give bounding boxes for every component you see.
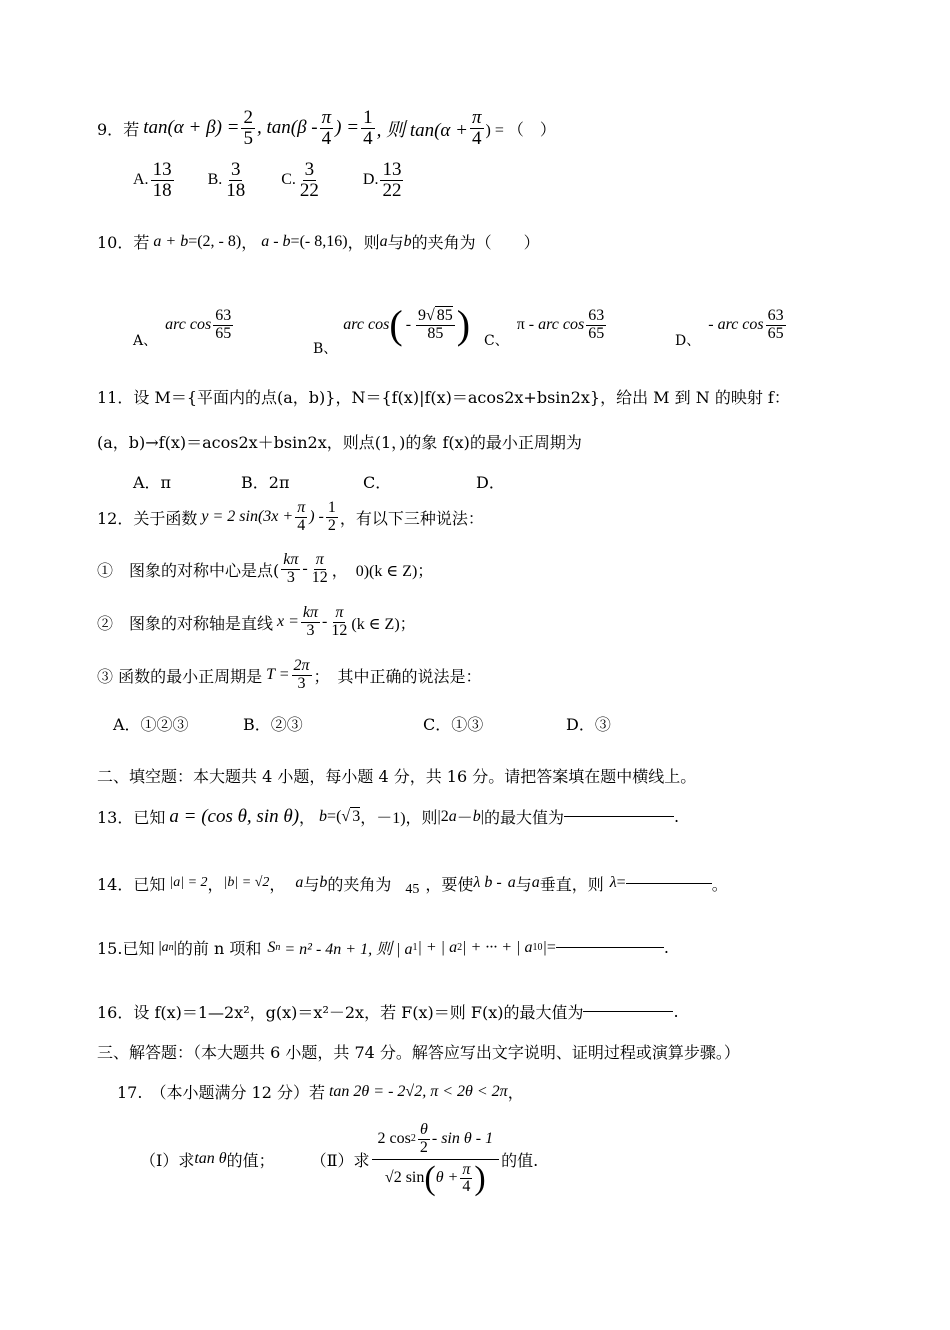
- option-a[interactable]: A．①②③: [113, 715, 189, 734]
- answer-blank[interactable]: [626, 883, 712, 884]
- option-d[interactable]: D．: [476, 473, 505, 492]
- vector-difference: a - b: [261, 232, 291, 250]
- question-10-option-b[interactable]: B、 arc cos ( - $\frac{9√ 85}{85}$ ): [313, 302, 471, 357]
- question-number: 10．: [97, 233, 134, 252]
- question-12-statement-3: ③ 函数的最小正周期是 T = $\frac{2\pi}{3}$ ； 其中正确的说法是：: [97, 657, 482, 692]
- fraction: $\frac{\pi}{4}$: [471, 107, 482, 149]
- option-b[interactable]: B．②③: [243, 715, 303, 734]
- option-b[interactable]: B. $\frac{3}{18}$: [207, 159, 246, 201]
- expression-fraction: 2 cos 2 $\frac{\theta}{2}$ - sin θ - 1 √2 sin ( θ + $\frac{\pi}{4}$ ): [372, 1122, 500, 1196]
- vector-sum: a + b: [153, 232, 189, 250]
- question-10-option-c[interactable]: C、 π - arc cos $\frac{63}{65}$: [484, 306, 605, 349]
- option-c[interactable]: C. $\frac{3}{22}$: [281, 159, 319, 201]
- question-10: 10． 若 a + b =(2, - 8) ， a - b =(- 8,16) ，则 a 与 b 的夹角为（ ）: [97, 230, 540, 253]
- question-11-options: [133, 470, 505, 493]
- question-17-parts: （Ⅰ）求 tan θ 的值； （Ⅱ）求 2 cos 2 $\frac{\theta}{2}$ - sin θ - 1 √2 sin ( θ + $\frac{\pi}{4}$ ) 的值.: [140, 1121, 539, 1197]
- fraction: $\frac{2}{5}$: [243, 107, 253, 149]
- question-9-options: [133, 160, 445, 201]
- option-b[interactable]: B．2π: [241, 473, 290, 492]
- answer-blank[interactable]: [564, 816, 674, 817]
- vector-a: a: [379, 232, 388, 250]
- question-9: 9． 若 tan(α + β) = $\frac{2}{5}$ , tan(β - $\frac{\pi}{4}$ ) = $\frac{1}{4}$ , 则 tan(α + $\frac{\pi}{4}$ ) = （ ）: [97, 107, 556, 149]
- section-2-heading: 二、填空题：本大题共 4 小题，每小题 4 分，共 16 分。请把答案填在题中横线上。: [97, 767, 697, 786]
- question-11-line-1: 11．设 M＝{平面内的点(a，b)}，N＝{f(x)|f(x)＝acos2x+bsin2x}，给出 M 到 N 的映射 f：: [97, 388, 790, 407]
- question-13: 13．已知 a = (cos θ, sin θ) ， b =( √ 3 ，－1)，则 |2 a － b | 的最大值为 .: [97, 805, 680, 827]
- answer-blank[interactable]: [583, 1011, 673, 1012]
- question-number: 12．: [97, 508, 134, 528]
- question-12-options: [113, 712, 611, 735]
- question-17: 17. （本小题满分 12 分）若 tan 2θ = - 2√2, π < 2θ < 2π ，: [117, 1082, 524, 1102]
- answer-blank[interactable]: [556, 947, 664, 948]
- question-15: 15.已知 | a n | 的前 n 项和 S n = n² - 4n + 1, 则 | a 1 | + | a 2 | + ··· + | a 10 | = .: [97, 938, 669, 958]
- fraction: $\frac{\pi}{4}$: [321, 107, 332, 149]
- question-16: 16．设 f(x)＝1—2x²，g(x)＝x²－2x，若 F(x)＝则 F(x)的最大值为 .: [97, 1002, 679, 1022]
- question-number: 9．: [97, 119, 124, 139]
- option-c[interactable]: C．①③: [423, 715, 484, 734]
- question-12-statement-2: ② 图象的对称轴是直线 x = $\frac{k\pi}{3}$ - $\frac{\pi}{12}$ (k ∈ Z)；: [97, 604, 416, 639]
- option-a[interactable]: A. $\frac{13}{18}$: [133, 159, 172, 201]
- question-11-line-2: (a，b)→f(x)＝acos2x＋bsin2x，则点(1，)的象 f(x)的最小正周期为: [97, 433, 582, 452]
- section-3-heading: 三、解答题：（本大题共 6 小题，共 74 分。解答应写出文字说明、证明过程或演算步骤。）: [97, 1043, 740, 1062]
- question-14: 14．已知 |a| = 2 ， |b| = √2 ， a 与 b 的夹角为 45 ，要使 λ b - a 与 a 垂直，则 λ = 。: [97, 874, 728, 897]
- question-12: 12． 关于函数 y = 2 sin(3x + $\frac{\pi}{4}$ ) - $\frac{1}{2}$ ，有以下三种说法：: [97, 499, 484, 534]
- option-a[interactable]: A．π: [133, 473, 172, 492]
- option-d[interactable]: D．③: [566, 715, 611, 734]
- question-10-option-a[interactable]: A、 arc cos $\frac{63}{65}$: [133, 306, 232, 349]
- fraction: $\frac{1}{4}$: [363, 107, 373, 149]
- vector-b: b: [403, 232, 412, 250]
- option-d[interactable]: D. $\frac{13}{22}$: [362, 159, 402, 201]
- question-10-option-d[interactable]: D、 - arc cos $\frac{63}{65}$: [675, 306, 784, 349]
- option-c[interactable]: C．: [363, 473, 392, 492]
- question-12-statement-1: ① 图象的对称中心是点( $\frac{k\pi}{3}$ - $\frac{\pi}{12}$ ， 0)(k ∈ Z)；: [97, 551, 434, 586]
